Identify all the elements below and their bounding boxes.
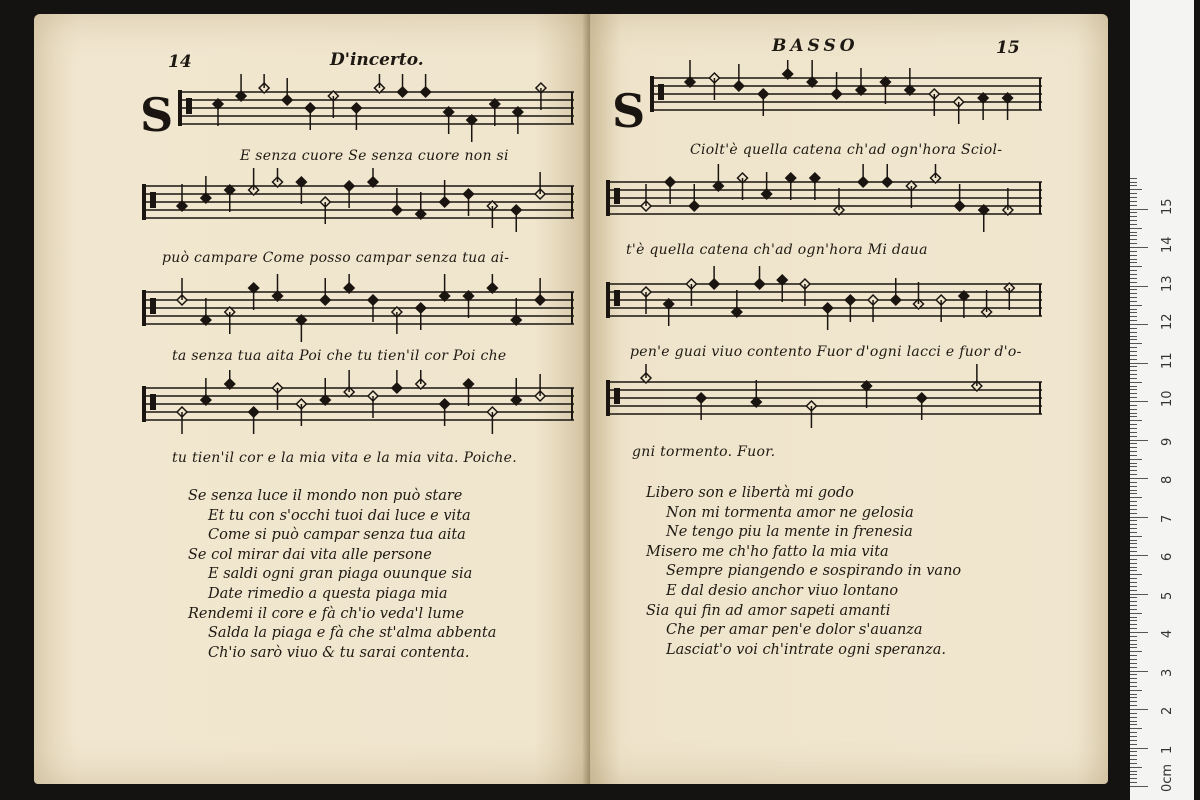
- music-staff: [178, 74, 574, 154]
- ruler-tick: [1130, 528, 1137, 529]
- ruler-label: 14: [1160, 236, 1175, 253]
- ruler-tick: [1130, 224, 1137, 225]
- page-number-left: 14: [168, 52, 192, 72]
- ruler-tick: [1130, 613, 1142, 614]
- lyric-line: pen'e guai viuo contento Fuor d'ogni lacci e fuor d'o-: [630, 344, 1022, 360]
- ruler-tick: [1130, 470, 1137, 471]
- ruler-tick: [1130, 316, 1137, 317]
- ruler-tick: [1130, 286, 1148, 287]
- ruler-label: 1: [1160, 745, 1175, 754]
- initial-letter-right: S: [612, 84, 646, 138]
- ruler-tick: [1130, 436, 1137, 437]
- ruler-label: 4: [1160, 629, 1175, 638]
- ruler-tick: [1130, 243, 1137, 244]
- ruler-tick: [1130, 659, 1137, 660]
- clef-mark: [186, 98, 192, 114]
- ruler-tick: [1130, 197, 1137, 198]
- verse-line: E dal desio anchor viuo lontano: [666, 582, 899, 599]
- clef-mark: [142, 290, 146, 326]
- ruler-tick: [1130, 451, 1137, 452]
- ruler-tick: [1130, 347, 1137, 348]
- ruler-tick: [1130, 578, 1137, 579]
- open-book: [34, 14, 1108, 788]
- ruler-tick: [1130, 339, 1137, 340]
- clef-mark: [658, 84, 664, 100]
- right-page: [590, 14, 1108, 784]
- ruler-tick: [1130, 728, 1142, 729]
- ruler-tick: [1130, 351, 1137, 352]
- ruler-tick: [1130, 416, 1137, 417]
- ruler-tick: [1130, 493, 1137, 494]
- ruler-tick: [1130, 540, 1137, 541]
- ruler-tick: [1130, 671, 1148, 672]
- clef-mark: [606, 282, 610, 318]
- ruler-tick: [1130, 409, 1137, 410]
- clef-mark: [150, 192, 156, 208]
- ruler-tick: [1130, 597, 1137, 598]
- ruler-tick: [1130, 239, 1137, 240]
- ruler-tick: [1130, 255, 1137, 256]
- ruler-tick: [1130, 397, 1137, 398]
- clef-mark: [614, 290, 620, 306]
- ruler-tick: [1130, 389, 1137, 390]
- ruler-tick: [1130, 478, 1148, 479]
- ruler-tick: [1130, 736, 1137, 737]
- ruler-label: 5: [1160, 591, 1175, 600]
- ruler-tick: [1130, 251, 1137, 252]
- clef-mark: [606, 380, 610, 416]
- ruler-tick: [1130, 232, 1137, 233]
- ruler-tick: [1130, 328, 1137, 329]
- ruler-tick: [1130, 474, 1137, 475]
- clef-mark: [606, 180, 610, 216]
- ruler-tick: [1130, 228, 1142, 229]
- ruler-tick: [1130, 759, 1137, 760]
- ruler-tick: [1130, 628, 1137, 629]
- ruler-tick: [1130, 536, 1142, 537]
- ruler-tick: [1130, 447, 1137, 448]
- ruler-tick: [1130, 235, 1137, 236]
- ruler-tick: [1130, 574, 1142, 575]
- ruler-tick: [1130, 182, 1137, 183]
- ruler-tick: [1130, 262, 1137, 263]
- ruler-tick: [1130, 590, 1137, 591]
- ruler-tick: [1130, 721, 1137, 722]
- ruler-tick: [1130, 667, 1137, 668]
- ruler-tick: [1130, 709, 1148, 710]
- verse-block-left: [188, 487, 496, 663]
- ruler-tick: [1130, 247, 1148, 248]
- ruler-label: 12: [1160, 313, 1175, 330]
- ruler-tick: [1130, 717, 1137, 718]
- clef-mark: [650, 76, 654, 112]
- measurement-ruler: [1130, 0, 1194, 800]
- ruler-tick: [1130, 355, 1137, 356]
- ruler-tick: [1130, 520, 1137, 521]
- ruler-tick: [1130, 374, 1137, 375]
- ruler-tick: [1130, 559, 1137, 560]
- verse-line: Misero me ch'ho fatto la mia vita: [646, 543, 889, 560]
- initial-letter-left: S: [140, 88, 174, 142]
- music-staff: [606, 164, 1042, 244]
- ruler-tick: [1130, 178, 1137, 179]
- ruler-tick: [1130, 305, 1142, 306]
- ruler-tick: [1130, 343, 1142, 344]
- ruler-tick: [1130, 497, 1142, 498]
- ruler-tick: [1130, 524, 1137, 525]
- ruler-tick: [1130, 713, 1137, 714]
- running-head-right: BASSO: [772, 36, 859, 56]
- ruler-label: 10: [1160, 390, 1175, 407]
- ruler-label: 6: [1160, 552, 1175, 561]
- ruler-tick: [1130, 782, 1137, 783]
- ruler-label: 11: [1160, 351, 1175, 369]
- verse-line: Ch'io sarò viuo & tu sarai contenta.: [208, 644, 470, 661]
- ruler-tick: [1130, 332, 1137, 333]
- music-staff: [606, 364, 1042, 444]
- ruler-tick: [1130, 655, 1137, 656]
- verse-line: E saldi ogni gran piaga ouunque sia: [208, 566, 473, 583]
- ruler-tick: [1130, 320, 1137, 321]
- ruler-tick: [1130, 336, 1137, 337]
- ruler-tick: [1130, 636, 1137, 637]
- verse-line: Non mi tormenta amor ne gelosia: [666, 504, 914, 521]
- ruler-tick: [1130, 755, 1137, 756]
- ruler-label: 3: [1160, 668, 1175, 677]
- ruler-tick: [1130, 378, 1137, 379]
- ruler-tick: [1130, 278, 1137, 279]
- ruler-tick: [1130, 455, 1137, 456]
- ruler-tick: [1130, 647, 1137, 648]
- ruler-tick: [1130, 185, 1137, 186]
- ruler-tick: [1130, 763, 1137, 764]
- ruler-tick: [1130, 663, 1137, 664]
- page-number-right: 15: [996, 38, 1020, 58]
- ruler-tick: [1130, 359, 1137, 360]
- ruler-tick: [1130, 463, 1137, 464]
- ruler-tick: [1130, 259, 1137, 260]
- ruler-tick: [1130, 609, 1137, 610]
- clef-mark: [614, 388, 620, 404]
- ruler-tick: [1130, 193, 1137, 194]
- music-staff: [142, 370, 574, 450]
- ruler-tick: [1130, 189, 1142, 190]
- verse-line: Sempre piangendo e sospirando in vano: [666, 563, 962, 580]
- ruler-tick: [1130, 690, 1142, 691]
- ruler-tick: [1130, 420, 1142, 421]
- ruler-tick: [1130, 201, 1137, 202]
- ruler-label: 9: [1160, 437, 1175, 446]
- ruler-tick: [1130, 205, 1137, 206]
- ruler-tick: [1130, 547, 1137, 548]
- ruler-label: 7: [1160, 514, 1175, 523]
- ruler-tick: [1130, 697, 1137, 698]
- ruler-label: 13: [1160, 274, 1175, 292]
- ruler-label: 2: [1160, 706, 1175, 715]
- ruler-tick: [1130, 509, 1137, 510]
- ruler-tick: [1130, 605, 1137, 606]
- verse-line: Libero son e libertà mi godo: [646, 485, 854, 501]
- verse-line: Se senza luce il mondo non può stare: [188, 488, 463, 504]
- ruler-tick: [1130, 617, 1137, 618]
- ruler-tick: [1130, 705, 1137, 706]
- running-head-left: D'incerto.: [330, 50, 424, 70]
- ruler-tick: [1130, 682, 1137, 683]
- verse-block-right: [646, 484, 961, 660]
- ruler-tick: [1130, 289, 1137, 290]
- clef-mark: [150, 298, 156, 314]
- ruler-tick: [1130, 386, 1137, 387]
- ruler-label: 0cm: [1160, 763, 1175, 792]
- left-page: [34, 14, 590, 784]
- ruler-tick: [1130, 678, 1137, 679]
- ruler-tick: [1130, 293, 1137, 294]
- music-staff: [650, 60, 1042, 140]
- lyric-line: può campare Come posso campar senza tua ai-: [162, 250, 510, 266]
- ruler-tick: [1130, 640, 1137, 641]
- lyric-line: ta senza tua aita Poi che tu tien'il cor Poi che: [172, 348, 507, 364]
- ruler-tick: [1130, 748, 1148, 749]
- lyric-line: E senza cuore Se senza cuore non si: [240, 148, 509, 164]
- ruler-tick: [1130, 443, 1137, 444]
- ruler-tick: [1130, 324, 1148, 325]
- ruler-tick: [1130, 482, 1137, 483]
- verse-line: Sia qui fin ad amor sapeti amanti: [646, 602, 891, 619]
- ruler-tick: [1130, 651, 1142, 652]
- ruler-tick: [1130, 586, 1137, 587]
- ruler-tick: [1130, 424, 1137, 425]
- ruler-tick: [1130, 601, 1137, 602]
- verse-line: Date rimedio a questa piaga mia: [208, 585, 448, 602]
- music-staff: [142, 274, 574, 354]
- ruler-tick: [1130, 543, 1137, 544]
- clef-mark: [142, 184, 146, 220]
- ruler-tick: [1130, 532, 1137, 533]
- clef-mark: [614, 188, 620, 204]
- verse-line: Salda la piaga e fà che st'alma abbenta: [208, 625, 497, 642]
- ruler-label: 8: [1160, 475, 1175, 484]
- ruler-tick: [1130, 270, 1137, 271]
- clef-mark: [142, 386, 146, 422]
- ruler-tick: [1130, 551, 1137, 552]
- ruler-tick: [1130, 674, 1137, 675]
- ruler-tick: [1130, 505, 1137, 506]
- ruler-tick: [1130, 517, 1148, 518]
- ruler-tick: [1130, 686, 1137, 687]
- ruler-tick: [1130, 732, 1137, 733]
- ruler-tick: [1130, 778, 1137, 779]
- ruler-tick: [1130, 413, 1137, 414]
- ruler-tick: [1130, 216, 1137, 217]
- ruler-tick: [1130, 428, 1137, 429]
- ruler-tick: [1130, 774, 1137, 775]
- lyric-line: Ciolt'è quella catena ch'ad ogn'hora Sciol-: [690, 142, 1003, 158]
- ruler-tick: [1130, 274, 1137, 275]
- ruler-label: 15: [1160, 197, 1175, 215]
- ruler-tick: [1130, 582, 1137, 583]
- ruler-tick: [1130, 266, 1142, 267]
- ruler-tick: [1130, 701, 1137, 702]
- verse-line: Che per amar pen'e dolor s'auanza: [666, 622, 923, 639]
- ruler-tick: [1130, 486, 1137, 487]
- ruler-tick: [1130, 366, 1137, 367]
- ruler-tick: [1130, 466, 1137, 467]
- ruler-tick: [1130, 594, 1148, 595]
- ruler-tick: [1130, 570, 1137, 571]
- ruler-tick: [1130, 459, 1142, 460]
- ruler-tick: [1130, 220, 1137, 221]
- verse-line: Se col mirar dai vita alle persone: [188, 546, 432, 563]
- ruler-tick: [1130, 771, 1137, 772]
- ruler-tick: [1130, 563, 1137, 564]
- ruler-tick: [1130, 744, 1137, 745]
- ruler-tick: [1130, 513, 1137, 514]
- music-staff: [606, 266, 1042, 346]
- verse-line: Et tu con s'occhi tuoi dai luce e vita: [208, 507, 471, 524]
- ruler-tick: [1130, 490, 1137, 491]
- clef-mark: [150, 394, 156, 410]
- ruler-tick: [1130, 370, 1137, 371]
- ruler-tick: [1130, 432, 1137, 433]
- ruler-tick: [1130, 382, 1142, 383]
- ruler-tick: [1130, 297, 1137, 298]
- clef-mark: [178, 90, 182, 126]
- ruler-tick: [1130, 767, 1142, 768]
- ruler-tick: [1130, 751, 1137, 752]
- ruler-tick: [1130, 501, 1137, 502]
- ruler-tick: [1130, 312, 1137, 313]
- ruler-tick: [1130, 740, 1137, 741]
- verse-line: Lasciat'o voi ch'intrate ogni speranza.: [666, 641, 946, 658]
- ruler-tick: [1130, 393, 1137, 394]
- ruler-tick: [1130, 567, 1137, 568]
- ruler-tick: [1130, 555, 1148, 556]
- ruler-tick: [1130, 309, 1137, 310]
- ruler-tick: [1130, 724, 1137, 725]
- ruler-tick: [1130, 786, 1148, 787]
- music-staff: [142, 168, 574, 248]
- verse-line: Come si può campar senza tua aita: [208, 527, 466, 544]
- ruler-tick: [1130, 301, 1137, 302]
- ruler-tick: [1130, 212, 1137, 213]
- ruler-tick: [1130, 282, 1137, 283]
- ruler-tick: [1130, 694, 1137, 695]
- ruler-tick: [1130, 401, 1148, 402]
- ruler-tick: [1130, 363, 1148, 364]
- verse-line: Ne tengo piu la mente in frenesia: [666, 524, 913, 541]
- ruler-tick: [1130, 440, 1148, 441]
- ruler-tick: [1130, 620, 1137, 621]
- ruler-tick: [1130, 405, 1137, 406]
- ruler-tick: [1130, 644, 1137, 645]
- lyric-line: tu tien'il cor e la mia vita e la mia vita. Poiche.: [172, 450, 518, 466]
- lyric-line: gni tormento. Fuor.: [632, 444, 776, 460]
- ruler-tick: [1130, 624, 1137, 625]
- lyric-line: t'è quella catena ch'ad ogn'hora Mi daua: [626, 242, 928, 258]
- verse-line: Rendemi il core e fà ch'io veda'l lume: [188, 605, 465, 622]
- ruler-tick: [1130, 632, 1148, 633]
- ruler-tick: [1130, 209, 1148, 210]
